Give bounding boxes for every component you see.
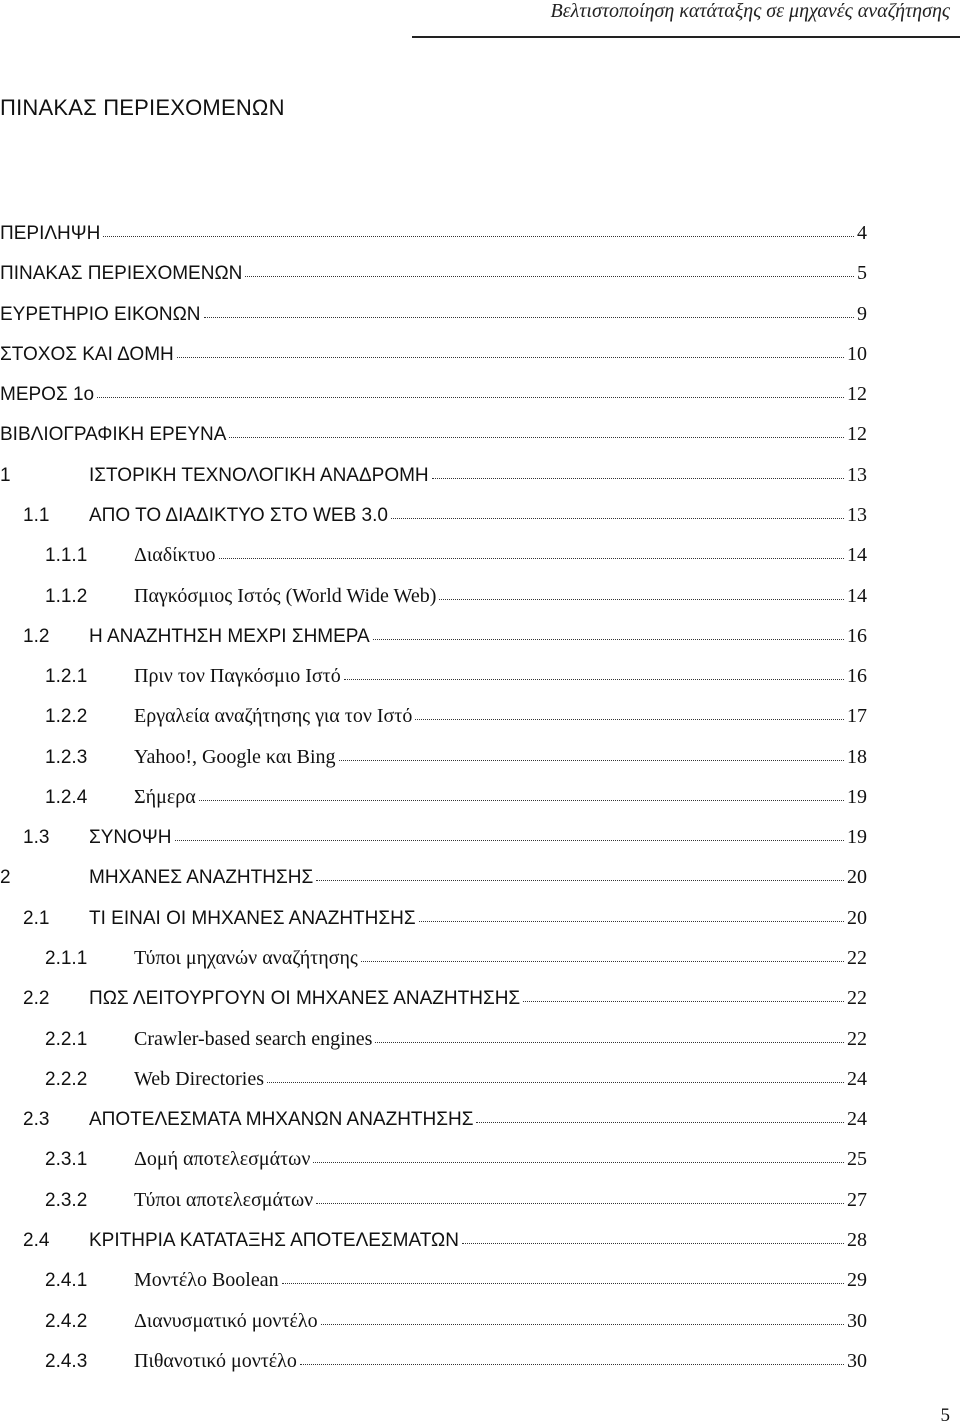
toc-entry-page: 4 [857, 222, 867, 244]
toc-entry-page: 5 [857, 262, 867, 285]
toc-entry-title: Web Directories [134, 1067, 264, 1090]
running-header: Βελτιστοποίηση κατάταξης σε μηχανές αναζήτησης [550, 0, 950, 22]
toc-entry-number: 1.1.1 [45, 545, 88, 567]
toc-entry[interactable] [45, 1310, 867, 1340]
toc-entry-number: 2.3 [23, 1109, 50, 1131]
toc-entry-number: 1.1 [23, 504, 50, 526]
toc-dot-leader [300, 1364, 844, 1365]
toc-entry-title: ΑΠΟΤΕΛΕΣΜΑΤΑ ΜΗΧΑΝΩΝ ΑΝΑΖΗΤΗΣΗΣ [89, 1109, 474, 1131]
toc-entry-title: Εργαλεία αναζήτησης για τον Ιστό [134, 705, 413, 728]
toc-entry-page: 12 [847, 423, 867, 446]
toc-entry[interactable] [0, 222, 867, 252]
toc-dot-leader [103, 236, 854, 237]
toc-entry-number: 2.4.1 [45, 1270, 88, 1292]
toc-dot-leader [419, 921, 844, 922]
toc-entry-page: 16 [847, 624, 867, 647]
toc-dot-leader [245, 276, 854, 277]
toc-entry-number: 1.2.3 [45, 746, 88, 768]
toc-dot-leader [373, 639, 844, 640]
toc-entry[interactable] [45, 1350, 867, 1380]
toc-entry[interactable] [23, 907, 867, 937]
toc-entry-number: 1 [0, 464, 11, 486]
toc-dot-leader [282, 1283, 844, 1284]
toc-entry-title: ΙΣΤΟΡΙΚΗ ΤΕΧΝΟΛΟΓΙΚΗ ΑΝΑΔΡΟΜΗ [89, 464, 429, 486]
toc-entry-title: Crawler-based search engines [134, 1027, 373, 1050]
toc-entry-number: 2.3.1 [45, 1149, 88, 1171]
toc-dot-leader [523, 1001, 844, 1002]
toc-dot-leader [375, 1042, 844, 1043]
toc-entry-page: 24 [847, 1108, 867, 1131]
toc-dot-leader [462, 1243, 844, 1244]
toc-entry-number: 1.2.4 [45, 786, 88, 808]
toc-entry-title: ΤΙ ΕΙΝΑΙ ΟΙ ΜΗΧΑΝΕΣ ΑΝΑΖΗΤΗΣΗΣ [89, 907, 416, 929]
toc-entry[interactable] [45, 585, 867, 615]
toc-entry[interactable] [45, 544, 867, 574]
toc-entry-title: ΜΗΧΑΝΕΣ ΑΝΑΖΗΤΗΣΗΣ [89, 867, 314, 889]
toc-entry-title: Yahoo!, Google και Bing [134, 745, 336, 768]
toc-entry-title: Παγκόσμιος Ιστός (World Wide Web) [134, 584, 437, 607]
toc-dot-leader [391, 518, 844, 519]
toc-entry-title: Σήμερα [134, 785, 196, 808]
toc-heading: ΠΙΝΑΚΑΣ ΠΕΡΙΕΧΟΜΕΝΩΝ [0, 95, 285, 120]
toc-entry-number: 1.2 [23, 625, 50, 647]
toc-entry-title: ΒΙΒΛΙΟΓΡΑΦΙΚΗ ΕΡΕΥΝΑ [0, 424, 227, 446]
toc-entry[interactable] [45, 665, 867, 695]
toc-entry-title: Διανυσματικό μοντέλο [134, 1309, 318, 1332]
toc-entry-page: 9 [857, 302, 867, 325]
toc-dot-leader [97, 397, 844, 398]
toc-dot-leader [267, 1082, 844, 1083]
toc-dot-leader [175, 840, 844, 841]
toc-entry-title: Πριν τον Παγκόσμιο Ιστό [134, 665, 341, 688]
toc-entry-title: ΠΩΣ ΛΕΙΤΟΥΡΓΟΥΝ ΟΙ ΜΗΧΑΝΕΣ ΑΝΑΖΗΤΗΣΗΣ [89, 988, 521, 1010]
toc-entry-page: 30 [847, 1349, 867, 1372]
toc-dot-leader [313, 1162, 844, 1163]
toc-entry-number: 2.4 [23, 1230, 50, 1251]
toc-entry-title: ΠΙΝΑΚΑΣ ΠΕΡΙΕΧΟΜΕΝΩΝ [0, 263, 243, 285]
toc-entry[interactable] [45, 1189, 867, 1219]
toc-entry-title: ΠΕΡΙΛΗΨΗ [0, 223, 101, 244]
toc-entry-title: Η ΑΝΑΖΗΤΗΣΗ ΜΕΧΡΙ ΣΗΜΕΡΑ [89, 625, 370, 647]
toc-entry[interactable] [45, 947, 867, 977]
toc-entry-page: 16 [847, 665, 867, 688]
toc-dot-leader [439, 599, 844, 600]
toc-entry-number: 2.3.2 [45, 1189, 88, 1211]
toc-entry-page: 22 [847, 947, 867, 970]
toc-dot-leader [361, 961, 844, 962]
toc-entry-number: 2.4.2 [45, 1310, 88, 1332]
toc-entry-page: 30 [847, 1309, 867, 1332]
toc-entry-number: 2.1.1 [45, 948, 88, 970]
page-number: 5 [940, 1405, 950, 1426]
toc-dot-leader [476, 1122, 844, 1123]
toc-dot-leader [339, 760, 844, 761]
toc-entry-number: 1.2.1 [45, 666, 88, 688]
toc-entry-page: 17 [847, 705, 867, 728]
toc-entry[interactable] [45, 1269, 867, 1299]
toc-dot-leader [344, 679, 844, 680]
toc-entry-page: 20 [847, 906, 867, 929]
toc-entry[interactable] [0, 383, 867, 413]
toc-entry-page: 22 [847, 987, 867, 1010]
toc-entry[interactable] [23, 987, 867, 1017]
toc-entry-page: 25 [847, 1148, 867, 1171]
toc-entry-title: Πιθανοτικό μοντέλο [134, 1349, 297, 1372]
toc-entry-number: 1.1.2 [45, 585, 88, 607]
toc-entry[interactable] [45, 705, 867, 735]
toc-entry[interactable] [45, 1148, 867, 1178]
toc-entry-title: ΣΥΝΟΨΗ [89, 827, 172, 849]
toc-entry-number: 2.4.3 [45, 1350, 88, 1372]
toc-entry-title: ΣΤΟΧΟΣ ΚΑΙ ΔΟΜΗ [0, 343, 174, 365]
toc-entry-page: 12 [847, 383, 867, 406]
toc-dot-leader [415, 719, 844, 720]
toc-entry-page: 24 [847, 1067, 867, 1090]
toc-entry-number: 2.2.1 [45, 1028, 88, 1050]
toc-entry[interactable] [23, 625, 867, 655]
toc-entry-page: 10 [847, 342, 867, 365]
toc-entry-page: 13 [847, 463, 867, 486]
toc-entry-title: Δομή αποτελεσμάτων [134, 1148, 311, 1171]
toc-entry-page: 18 [847, 745, 867, 768]
toc-dot-leader [204, 317, 855, 318]
toc-entry-title: ΕΥΡΕΤΗΡΙΟ ΕΙΚΟΝΩΝ [0, 303, 201, 325]
toc-entry-number: 2.1 [23, 907, 50, 929]
toc-entry-number: 1.2.2 [45, 706, 88, 728]
toc-dot-leader [316, 1203, 844, 1204]
toc-entry[interactable] [0, 464, 867, 494]
toc-entry[interactable] [45, 786, 867, 816]
toc-entry-number: 1.3 [23, 827, 50, 849]
toc-entry[interactable] [23, 504, 867, 534]
toc-entry[interactable] [0, 423, 867, 453]
toc-entry-page: 14 [847, 584, 867, 607]
toc-entry-number: 2.2.2 [45, 1068, 88, 1090]
toc-dot-leader [199, 800, 844, 801]
toc-dot-leader [229, 437, 844, 438]
toc-entry-title: Διαδίκτυο [134, 544, 216, 567]
toc-dot-leader [321, 1324, 844, 1325]
toc-entry-title: ΚΡΙΤΗΡΙΑ ΚΑΤΑΤΑΞΗΣ ΑΠΟΤΕΛΕΣΜΑΤΩΝ [89, 1230, 459, 1251]
toc-entry-title: ΜΕΡΟΣ 1ο [0, 384, 95, 406]
toc-entry-page: 13 [847, 503, 867, 526]
toc-entry-page: 14 [847, 544, 867, 567]
toc-entry[interactable] [45, 746, 867, 776]
toc-entry-number: 2 [0, 867, 11, 889]
header-rule [412, 36, 960, 38]
toc-entry[interactable] [23, 1108, 867, 1138]
toc-entry-title: ΑΠΟ ΤΟ ΔΙΑΔΙΚΤΥΟ ΣΤΟ WEB 3.0 [89, 504, 388, 526]
toc-entry-page: 20 [847, 866, 867, 889]
toc-entry-title: Τύποι μηχανών αναζήτησης [134, 947, 358, 970]
toc-entry[interactable] [45, 1028, 867, 1058]
toc-entry-page: 22 [847, 1027, 867, 1050]
toc-entry[interactable] [45, 1068, 867, 1098]
toc-entry-page: 28 [847, 1229, 867, 1251]
toc-entry[interactable] [0, 866, 867, 896]
toc-entry-page: 19 [847, 826, 867, 849]
toc-entry-title: Τύποι αποτελεσμάτων [134, 1188, 314, 1211]
toc-dot-leader [432, 478, 844, 479]
toc-entry-page: 19 [847, 785, 867, 808]
toc-entry[interactable] [23, 1229, 867, 1259]
toc-entry-title: Μοντέλο Boolean [134, 1269, 279, 1292]
toc-entry-number: 2.2 [23, 988, 50, 1010]
toc-entry-page: 29 [847, 1269, 867, 1292]
toc-dot-leader [316, 880, 844, 881]
toc-entry[interactable] [0, 262, 867, 292]
toc-dot-leader [177, 357, 844, 358]
toc-entry[interactable] [23, 826, 867, 856]
toc-entry[interactable] [0, 303, 867, 333]
toc-entry-page: 27 [847, 1188, 867, 1211]
toc-dot-leader [219, 558, 844, 559]
toc-entry[interactable] [0, 343, 867, 373]
